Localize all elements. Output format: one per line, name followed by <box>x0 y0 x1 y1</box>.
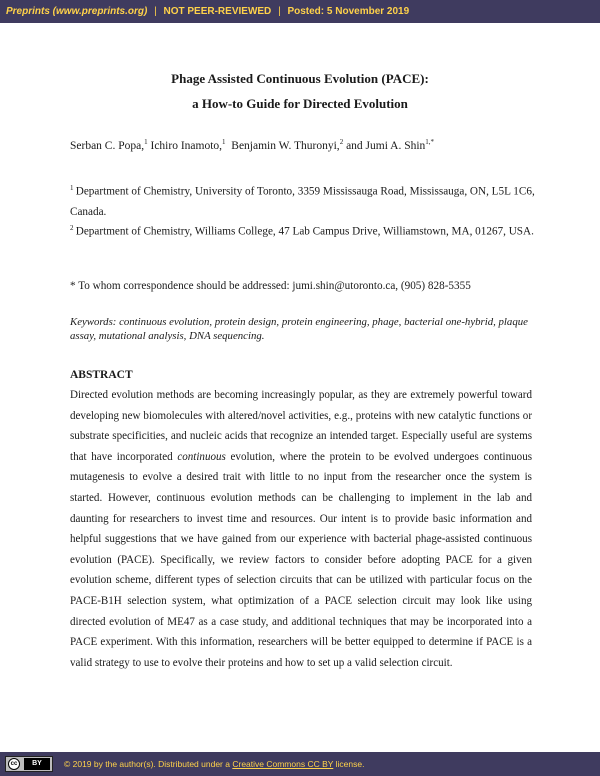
author-affiliation-mark: 1,* <box>425 138 435 146</box>
author-affiliation-mark: 1 <box>144 138 148 146</box>
author-name: Serban C. Popa, <box>70 139 145 152</box>
abstract-heading: ABSTRACT <box>70 369 133 381</box>
author-name: Ichiro Inamoto, <box>150 139 223 152</box>
paper-title-line-1: Phage Assisted Continuous Evolution (PACE): <box>171 71 429 86</box>
abstract-text-part-2: evolution, where the protein to be evolved undergoes continuous mutagenesis to evolve a desired trait with little to no input from the researcher once the system is started. However, continuous evolution methods can be challenging to implement in the lab and daunting for researchers to invest time and resources. Our intent is to provide basic information and helpful suggestions that we have gained from our experience with bacterial phage-assisted continuous evolution (PACE). Specifically, we review factors to consider before adopting PACE for a given evolution scheme, different types of selection circuits that can be utilized with particular focus on the PACE-B1H selection system, what optimization of a PACE selection circuit may look like using directed evolution of ME47 as a case study, and additional techniques that may be incorporated into a PACE experiment. With this information, researchers will be better equipped to determine if PACE is a valid strategy to use to evolve their proteins and how to set up a valid selection circuit. <box>70 450 533 669</box>
author-affiliation-mark: 2 <box>339 138 344 146</box>
author-list <box>70 138 434 152</box>
keywords-label: Keywords: <box>70 316 117 328</box>
paper-title-line-2: a How-to Guide for Directed Evolution <box>192 96 408 111</box>
license-suffix: license. <box>335 759 365 769</box>
copyright-text: © 2019 by the author(s). Distributed under a <box>64 759 230 769</box>
license-text <box>64 752 364 776</box>
keywords-text: continuous evolution, protein design, protein engineering, phage, bacterial one-hybrid, plaque assay, mutational analysis, DNA sequencing. <box>70 316 528 342</box>
abstract-text-part-1: Directed evolution methods are becoming increasingly popular, as they are extremely powerful toward developing new biomolecules with altered/novel activities, e.g., proteins with new catalytic functions or substrate specificities, and nucleic acids that recognize an intended target. Especially useful are systems that have incorporated <box>70 389 532 463</box>
header-separator: | <box>278 6 281 17</box>
affiliation-mark: 1 <box>70 184 74 192</box>
header-separator: | <box>154 6 157 17</box>
affiliation-text: Department of Chemistry, Williams College, 47 Lab Campus Drive, Williamstown, MA, 01267, USA. <box>75 225 534 238</box>
cc-by-badge-icon[interactable] <box>5 756 53 772</box>
posted-date: Posted: 5 November 2019 <box>287 6 410 17</box>
license-footer-bar <box>0 752 600 776</box>
keywords <box>70 315 540 343</box>
abstract-body <box>70 385 532 673</box>
license-link[interactable]: Creative Commons CC BY <box>232 759 334 769</box>
affiliation-text: Department of Chemistry, University of Toronto, 3359 Mississauga Road, Mississauga, ON, L5L 1C6, Canada. <box>70 185 535 218</box>
affiliation-1 <box>70 178 540 222</box>
cc-badge-by: BY <box>24 758 50 770</box>
preprint-header-bar <box>0 0 600 23</box>
abstract-emphasis: continuous <box>177 450 226 463</box>
author-affiliation-mark: 1 <box>222 138 226 146</box>
author-name: Benjamin W. Thuronyi, <box>231 139 340 152</box>
author-name: and Jumi A. Shin <box>346 139 426 152</box>
preprints-link[interactable]: Preprints (www.preprints.org) <box>6 6 148 17</box>
affiliation-2 <box>70 218 540 242</box>
cc-badge-circle: cc <box>8 758 20 770</box>
correspondence-note: * To whom correspondence should be addressed: jumi.shin@utoronto.ca, (905) 828-5355 <box>70 280 471 292</box>
peer-review-status: NOT PEER-REVIEWED <box>163 6 272 17</box>
affiliation-mark: 2 <box>70 224 74 232</box>
